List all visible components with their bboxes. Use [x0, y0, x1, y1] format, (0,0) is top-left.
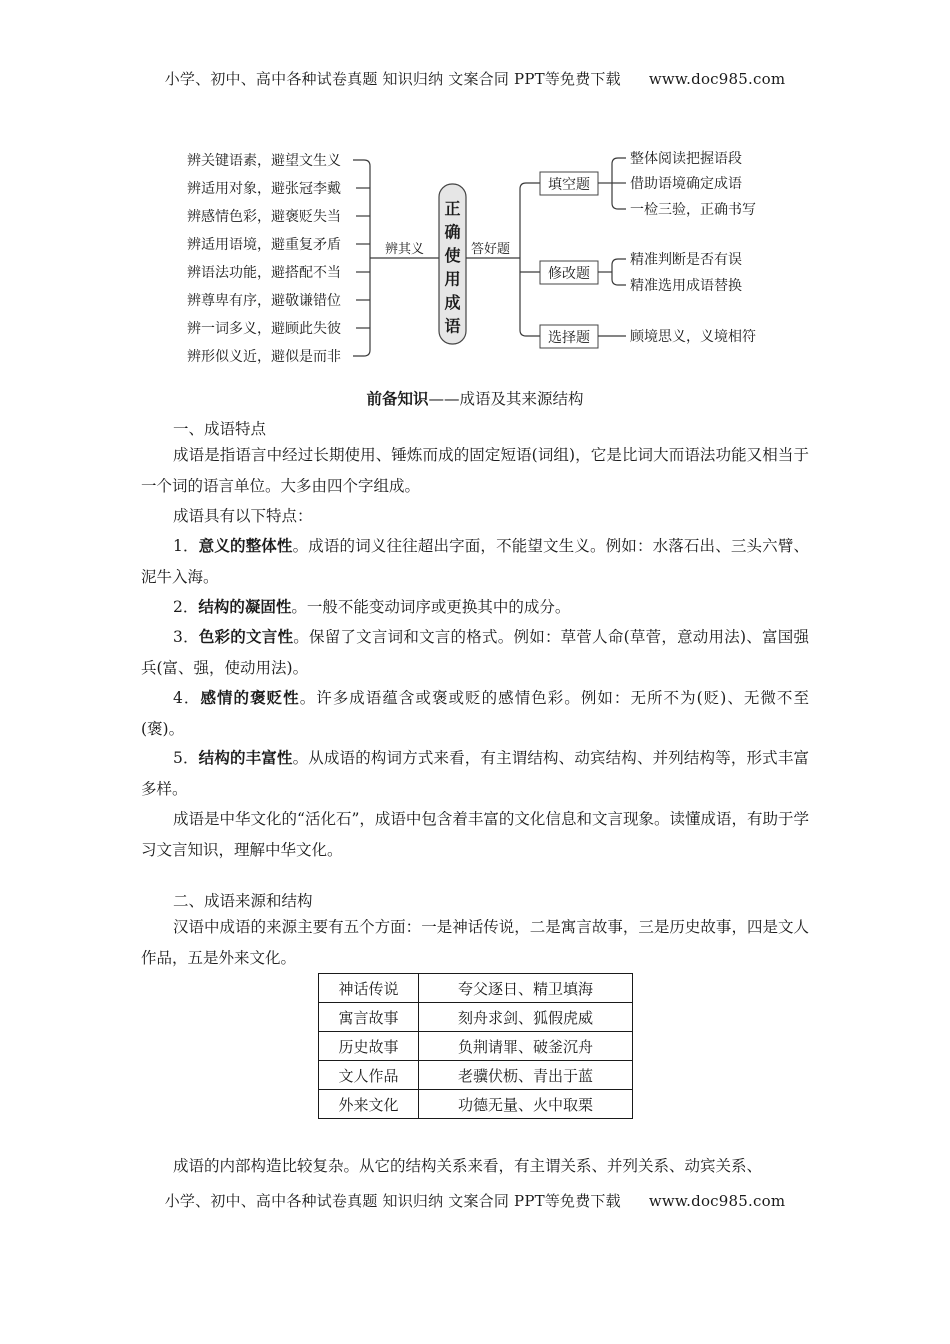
idiom-examples-cell: 负荆请罪、破釜沉舟: [419, 1032, 633, 1061]
section-title-bold: 前备知识: [366, 390, 429, 408]
table-row: [319, 1061, 633, 1090]
feature-2: [141, 592, 809, 623]
feature-title: 意义的整体性: [198, 537, 293, 555]
center-char: 确: [444, 222, 461, 242]
branch-item: 一检三验，正确书写: [630, 202, 756, 218]
part1-paragraph-1: 成语是指语言中经过长期使用、锤炼而成的固定短语(词组)，它是比词大而语法功能又相当于一个词的语言单位。大多由四个字组成。: [141, 446, 809, 495]
mindmap-left-item: 辨尊卑有序，避敬谦错位: [187, 293, 341, 309]
right-label: 答好题: [471, 242, 511, 257]
feature-title: 结构的丰富性: [198, 749, 293, 767]
branch-item: 顾境思义，义境相符: [630, 329, 756, 345]
feature-3: [141, 622, 809, 683]
branch-item: 精准判断是否有误: [630, 252, 742, 268]
part2-paragraph-2: 成语的内部构造比较复杂。从它的结构关系来看，有主谓关系、并列关系、动宾关系、: [173, 1157, 763, 1175]
header-site-link[interactable]: www.doc985.com: [648, 70, 786, 88]
part1-heading: 一、成语特点: [173, 420, 267, 438]
feature-text: 。许多成语蕴含或褒或贬的感情色彩。例如：无所不为(贬)、无微不至(褒)。: [141, 689, 809, 738]
part2-paragraph-1: 汉语中成语的来源主要有五个方面：一是神话传说，二是寓言故事，三是历史故事，四是文人作品，五是外来文化。: [141, 918, 809, 967]
header-text: 小学、初中、高中各种试卷真题 知识归纳 文案合同 PPT等免费下载: [164, 70, 621, 88]
mindmap-left-item: 辨关键语素，避望文生义: [187, 153, 341, 169]
source-category-cell: 文人作品: [319, 1061, 419, 1090]
branch-item: 精准选用成语替换: [630, 278, 742, 294]
feature-text: 。成语的词义往往超出字面，不能望文生义。例如：水落石出、三头六臂、泥牛入海。: [141, 537, 809, 586]
center-char: 成: [444, 293, 461, 312]
source-category-cell: 寓言故事: [319, 1003, 419, 1032]
feature-1: [141, 531, 809, 592]
part2-heading: 二、成语来源和结构: [173, 892, 313, 910]
idiom-mind-map: [0, 140, 950, 380]
idiom-examples-cell: 刻舟求剑、狐假虎威: [419, 1003, 633, 1032]
idiom-examples-cell: 夸父逐日、精卫填海: [419, 974, 633, 1003]
idiom-examples-cell: 老骥伏枥、青出于蓝: [419, 1061, 633, 1090]
center-char: 使: [444, 246, 461, 265]
branch-label-choice: 选择题: [548, 330, 590, 346]
section-title-rest: ——成语及其来源结构: [428, 390, 584, 408]
table-row: [319, 1090, 633, 1119]
feature-4: [141, 683, 809, 744]
table-row: [319, 974, 633, 1003]
center-char: 语: [444, 316, 461, 336]
feature-number: 1．: [173, 537, 199, 555]
mindmap-left-item: 辨适用语境，避重复矛盾: [187, 237, 341, 253]
mindmap-left-item: 辨形似义近，避似是而非: [187, 349, 341, 365]
feature-title: 感情的褒贬性: [200, 689, 300, 707]
page-footer: [0, 1190, 950, 1211]
branch-item: 借助语境确定成语: [630, 176, 742, 192]
center-char: 用: [444, 269, 461, 289]
left-label: 辨其义: [385, 242, 425, 257]
center-char: 正: [444, 199, 461, 218]
feature-number: 2．: [173, 598, 199, 616]
feature-text: 。保留了文言词和文言的格式。例如：草菅人命(草菅，意动用法)、富国强兵(富、强，使动用法)。: [141, 628, 809, 677]
feature-5: [141, 743, 809, 804]
mindmap-left-item: 辨适用对象，避张冠李戴: [187, 181, 341, 197]
feature-number: 5．: [173, 749, 199, 767]
mindmap-left-item: 辨一词多义，避顾此失彼: [187, 321, 341, 337]
table-row: [319, 1032, 633, 1061]
footer-text: 小学、初中、高中各种试卷真题 知识归纳 文案合同 PPT等免费下载: [164, 1192, 621, 1210]
source-category-cell: 历史故事: [319, 1032, 419, 1061]
branch-label-fill: 填空题: [548, 177, 590, 193]
page-header: [0, 68, 950, 89]
table-row: [319, 1003, 633, 1032]
section-title: [0, 387, 950, 409]
branch-label-modify: 修改题: [548, 266, 590, 282]
feature-title: 结构的凝固性: [198, 598, 292, 616]
footer-site-link[interactable]: www.doc985.com: [648, 1192, 786, 1210]
idiom-examples-cell: 功德无量、火中取栗: [419, 1090, 633, 1119]
mindmap-left-item: 辨语法功能，避搭配不当: [187, 265, 341, 281]
feature-title: 色彩的文言性: [198, 628, 294, 646]
source-category-cell: 外来文化: [319, 1090, 419, 1119]
part1-paragraph-2: 成语具有以下特点：: [173, 507, 313, 525]
feature-text: 。从成语的构词方式来看，有主谓结构、动宾结构、并列结构等，形式丰富多样。: [141, 749, 809, 798]
right-bracket: [466, 183, 540, 336]
branch-item: 整体阅读把握语段: [630, 151, 742, 167]
mindmap-left-item: 辨感情色彩，避褒贬失当: [187, 209, 341, 225]
feature-number: 3．: [173, 628, 199, 646]
source-category-cell: 神话传说: [319, 974, 419, 1003]
part1-paragraph-3: 成语是中华文化的“活化石”，成语中包含着丰富的文化信息和文言现象。读懂成语，有助于学习文言知识，理解中华文化。: [141, 810, 809, 859]
feature-number: 4．: [173, 689, 201, 707]
left-bracket: [353, 160, 440, 356]
idiom-source-table: [318, 973, 633, 1119]
feature-text: 。一般不能变动词序或更换其中的成分。: [291, 598, 571, 616]
sub-brackets: [598, 158, 626, 336]
